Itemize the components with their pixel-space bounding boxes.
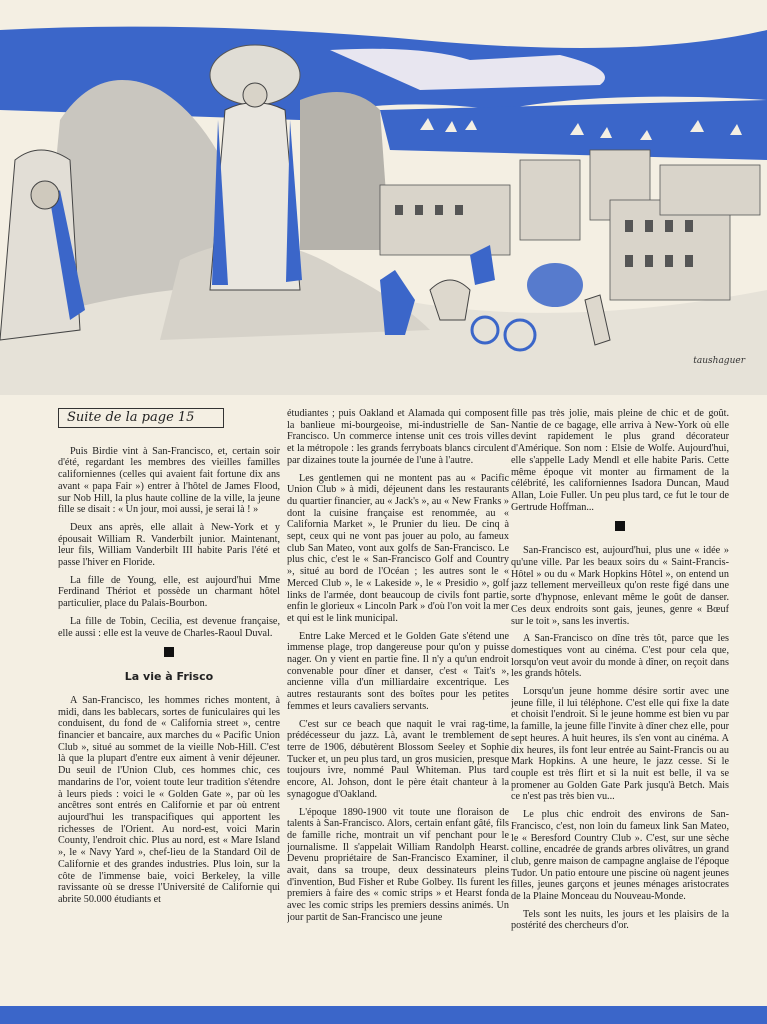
paragraph: San-Francisco est, aujourd'hui, plus une « idée » qu'une ville. Par les beaux soirs du « Saint-Francis-Hôtel » ou du « Mark Hopkins Hôtel », on entend un jazz tellement merveilleux qu'on reste figé dans une sorte d'hypnose, enlevant même le goût de danser. Ces deux endroits sont gais, jeunes, genre « Bœuf sur le toit », sans les invertis.: [511, 545, 729, 627]
article-column-2: [287, 408, 509, 1008]
paragraph: Tels sont les nuits, les jours et les plaisirs de la postérité des chercheurs d'or.: [511, 908, 729, 932]
section-separator-square: [164, 647, 174, 657]
column-1-text-a: [58, 446, 280, 640]
paragraph: étudiantes ; puis Oakland et Alamada qui composent la banlieue mi-bourgeoise, mi-industrielle de San-Francisco. Un commerce intense unit ces trois villes et la métropole : les grands ferryboats blancs circulent par dizaines toute la journée de l'une à l'autre.: [287, 408, 509, 466]
article-column-3: [511, 408, 729, 1008]
continued-from-label: Suite de la page 15: [58, 408, 224, 428]
paragraph: Le plus chic endroit des environs de San-Francisco, c'est, non loin du fameux link San Mateo, le « Beresford Country Club ». C'est, sur une sèche colline, encadrée de grands arbres olivâtres, un grand club, genre maison de campagne anglaise de l'époque Tudor. Un patio entoure une piscine où nagent jeunes filles, jeunes garçons et jeunes ménages aristocrates de la Plaine Monceau du Nouveau-Monde.: [511, 809, 729, 903]
bottom-color-band: [0, 1006, 767, 1024]
paragraph: Les gentlemen qui ne montent pas au « Pacific Union Club » à midi, déjeunent dans les restaurants du quartier financier, au « Jack's », au « New Franks » dont la cuisine française est renommée, au « California Market », le Prunier du lieu. De cinq à sept, ceux qui ne vont pas jouer au polo, au fameux club San Mateo, vont aux golfs de San-Francisco. Le plus chic, c'est le « San-Francisco Golf and Country », situé au bord de l'Océan ; les autres sont le « Merced Club », le « Lakeside », le « Presidio », golf links de l'armée, dont beaucoup de civils font partie, enfin le glorieux « Lincoln Park » d'où l'on voit la mer et qui est le link municipal.: [287, 472, 509, 624]
paragraph: Lorsqu'un jeune homme désire sortir avec une jeune fille, il lui téléphone. C'est elle qui fixe la date et choisit l'endroit. Si le jeune homme est bien vu par la famille, la jeune fille l'invite à dîner chez elle, pour sept heures. A huit heures, ils s'en vont au cinéma. A dix heures, ils font leur entrée au Saint-Francis ou au Mark Hopkins. A une heure, le jazz cesse. Si le couple est très flirt et si la nuit est belle, il va se promener au Golden Gate Park jusqu'à Betch. Mais ce n'est pas très bien vu...: [511, 686, 729, 803]
paragraph: La fille de Young, elle, est aujourd'hui Mme Ferdinand Thériot et possède un charmant hôtel particulier, place du Palais-Bourbon.: [58, 574, 280, 610]
illustration: [0, 0, 767, 395]
paragraph: fille pas très jolie, mais pleine de chic et de goût. Nantie de ce bagage, elle arriva à New-York où elle devint rapidement le plus grand décorateur d'Amérique. Son nom : Elsie de Wolfe. Aujourd'hui, elle s'appelle Lady Mendl et elle habite Paris. Cette même époque vit monter au firmament de la célébrité, les californiennes Isadora Duncan, Maud Allan, Loie Fuller. Un peu plus tard, ce fut le tour de Gertrude Hoffman...: [511, 408, 729, 513]
section-separator-square: [615, 521, 625, 531]
paragraph: A San-Francisco on dîne très tôt, parce que les domestiques vont au cinéma. C'est pour cela que, lorsqu'on veut avoir du monde à dîner, on reçoit dans les grands hôtels.: [511, 633, 729, 680]
paragraph: C'est sur ce beach que naquit le vrai rag-time, prédécesseur du jazz. Là, avant le tremblement de terre de 1906, débutèrent Blossom Seeley et Sophie Tucker et, un peu plus tard, un gros musicien, presque toujours ivre, nommé Paul Whiteman. Plus tard encore, Al. Johson, dont le père était chanteur à la synagogue d'Oakland.: [287, 718, 509, 800]
column-1-text-b: [58, 695, 280, 906]
paragraph: Entre Lake Merced et le Golden Gate s'étend une immense plage, trop dangereuse pour qu'on y puisse nager. On y vient en partie fine. Il n'y a qu'un endroit convenable pour dîner et danser, c'est « Tait's », ancienne villa d'un milliardaire excentrique. Les autres restaurants sont des boîtes pour les petites femmes et leurs cavaliers servants.: [287, 630, 509, 712]
illustration-signature: taushaguer: [693, 356, 745, 366]
paragraph: A San-Francisco, les hommes riches montent, à midi, dans les bablecars, sortes de funiculaires qui les conduisent, du fond de « California street », centre financier et bancaire, aux marches du « Pacific Union Club », situé au sommet de la vieille Nob-Hill. C'est là que la plupart d'entre eux aiment à venir déjeuner. Du seuil de l'Union Club, ces hommes chic, ces mandarins de l'or, voient toute leur tradition s'étendre à leurs pieds : voici le « Golden Gate », par où les ancêtres sont entrés en Californie et par où entrent aujourd'hui les transpacifiques qui apportent les richesses de l'Orient. Au nord-est, voici Marin County, l'endroit chic. Plus au nord, est « Mare Island », le « Navy Yard », chef-lieu de la Standard Oil de Californie et des grandes industries. Plus loin, sur la côte de l'immense baie, voici Berkeley, la ville ravissante où se dresse l'Université de Californie qui abrite 50.000 étudiants et: [58, 694, 280, 905]
paragraph: La fille de Tobin, Cecilia, est devenue française, elle aussi : elle est la veuve de Charles-Raoul Duval.: [58, 615, 280, 639]
paragraph: Puis Birdie vint à San-Francisco, et, certain soir d'été, regardant les membres des vieilles familles californiennes (celles qui avaient fait fortune dix ans avant « papa Fair ») entrer à l'hôtel de James Flood, sur Nob Hill, la plus haute colline de la ville, la jeune fille se disait : « Un jour, moi aussi, je serai là ! »: [58, 445, 280, 516]
section-heading: La vie à Frisco: [124, 670, 214, 684]
paragraph: Deux ans après, elle allait à New-York et y épousait William R. Vanderbilt junior. Maintenant, leur fils, William Vanderbilt III habite Paris l'été et passe l'hiver en Floride.: [58, 521, 280, 569]
paragraph: L'époque 1890-1900 vit toute une floraison de talents à San-Francisco. Alors, certain enfant gâté, fils de famille riche, montrait un vif penchant pour le journalisme. Il s'appelait William Randolph Hearst. Devenu propriétaire de San-Francisco Examiner, il avait, dans sa troupe, deux dessinateurs pleins d'invention, Bud Fisher et Rube Golbey. Ils furent les premiers à faire des « comic strips » et Hearst fonda avec les comic strips les premiers dessins animés. Un jour partit de San-Francisco une jeune: [287, 806, 509, 923]
article-column-1: [58, 408, 280, 1008]
